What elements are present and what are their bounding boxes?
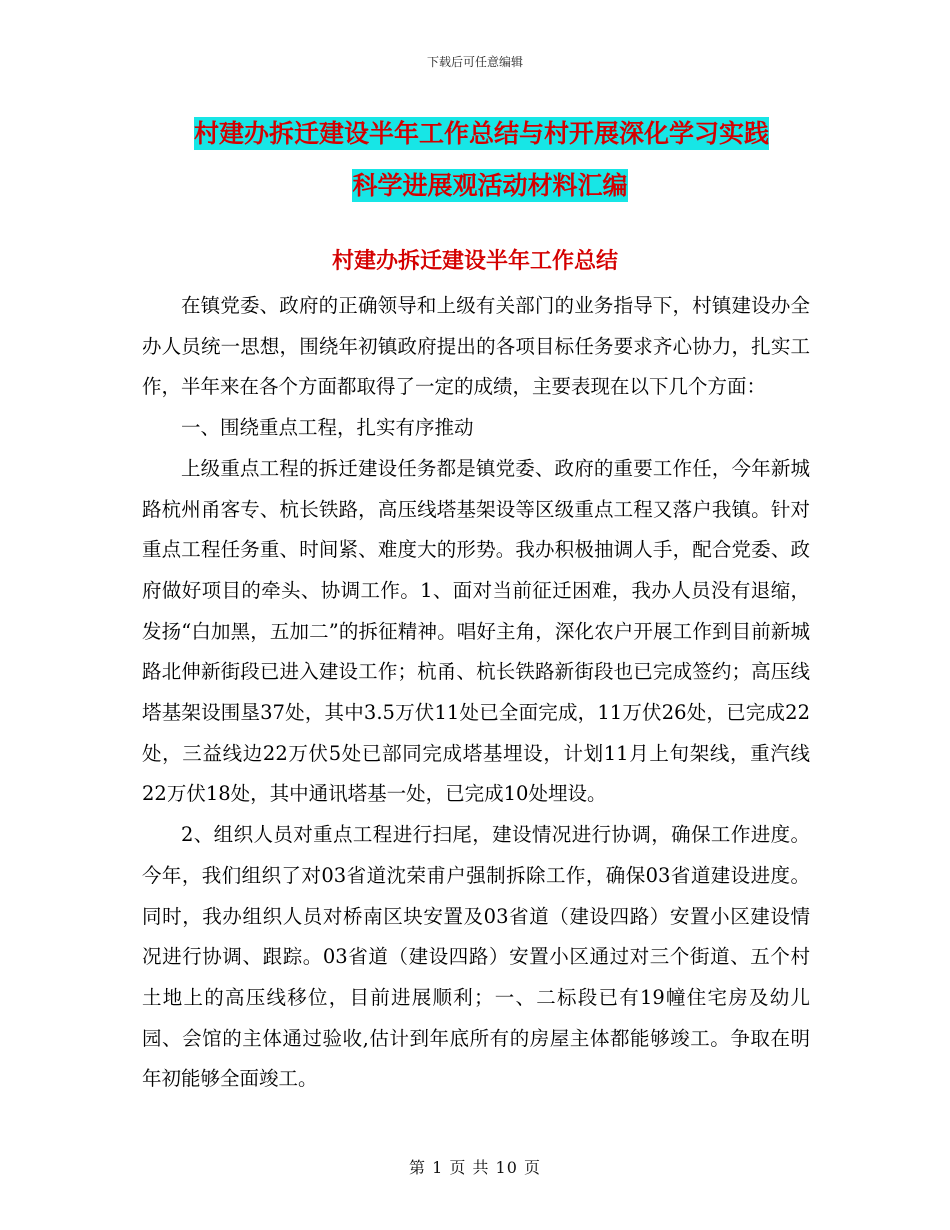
section-title: 村建办拆迁建设半年工作总结 [331,248,618,274]
paragraph-intro: 在镇党委、政府的正确领导和上级有关部门的业务指导下，村镇建设办全办人员统一思想，围绕年初镇政府提出的各项目标任务要求齐心协力，扎实工作，半年来在各个方面都取得了一定的成绩，主要表现在以下几个方面： [142,294,810,399]
paragraph-key-projects: 上级重点工程的拆迁建设任务都是镇党委、政府的重要工作任，今年新城路杭州甬客专、杭长铁路，高压线塔基架设等区级重点工程又落户我镇。针对重点工程任务重、时间紧、难度大的形势。我办积极抽调人手，配合党委、政府做好项目的牵头、协调工作。1、面对当前征迁困难，我办人员没有退缩，发扬“白加黑，五加二”的拆征精神。唱好主角，深化农户开展工作到目前新城路北伸新街段已进入建设工作；杭甬、杭长铁路新街段也已完成签约；高压线塔基架设围垦37处，其中3.5万伏11处已全面完成，11万伏26处，已完成22处，三益线边22万伏5处已部同完成塔基埋设，计划11月上旬架线，重汽线22万伏18处，其中通讯塔基一处，已完成10处埋设。 [142,456,810,806]
page-footer: 第 1 页 共 10 页 [409,1158,541,1177]
document-title-line-2 [140,160,840,212]
paragraph-wrap-up: 2、组织人员对重点工程进行扫尾，建设情况进行协调，确保工作进度。今年，我们组织了对03省道沈荣甫户强制拆除工作，确保03省道建设进度。同时，我办组织人员对桥南区块安置及03省道（建设四路）安置小区建设情况进行协调、跟踪。03省道（建设四路）安置小区通过对三个街道、五个村土地上的高压线移位，目前进展顺利；一、二标段已有19幢住宅房及幼儿园、会馆的主体通过验收,估计到年底所有的房屋主体都能够竣工。争取在明年初能够全面竣工。 [142,823,810,1091]
body-text [142,286,810,1100]
document-title-line-1 [140,108,840,160]
document-title [140,108,840,212]
title-highlight: 科学进展观活动材料汇编 [352,171,628,200]
paragraph-heading-1: 一、围绕重点工程，扎实有序推动 [181,416,474,440]
title-highlight: 村建办拆迁建设半年工作总结与村开展深化学习实践 [194,119,770,148]
header-note: 下载后可任意编辑 [426,55,523,69]
